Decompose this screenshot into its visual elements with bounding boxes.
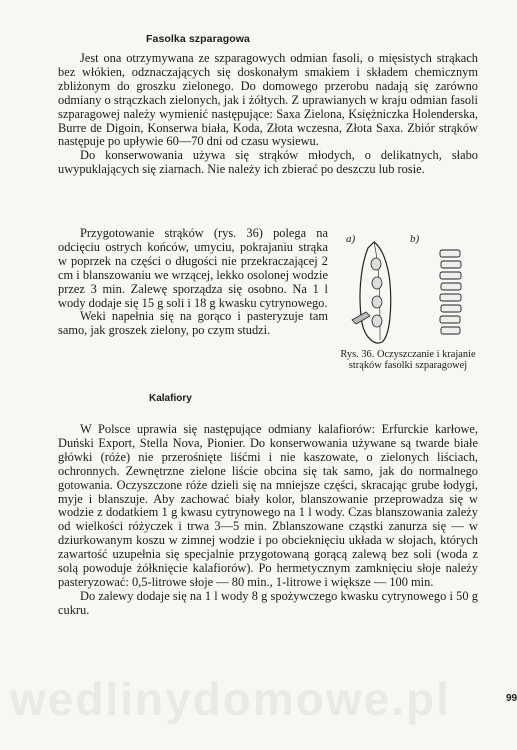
watermark: wedlinydomowe.pl	[10, 673, 451, 725]
figure-36-illustration	[340, 228, 476, 353]
paragraph: Do zalewy dodaje się na 1 l wody 8 g spożywczego kwasku cytrynowego i 50 g cukru.	[58, 588, 478, 617]
page-number: 99	[506, 693, 517, 704]
paragraph: Weki napełnia się na gorąco i pasteryzuje tam samo, jak groszek zielony, po czym studzi.	[58, 309, 328, 338]
section-kalafiory-body	[58, 423, 478, 618]
section-title-fasolka: Fasolka szparagowa	[146, 33, 250, 45]
paragraph: W Polsce uprawia się następujące odmiany kalafiorów: Erfurckie karłowe, Duński Export, Stella Nova, Pionier. Do konserwowania używane są twarde białe główki (róże) nie przerośnięte liśćmi i nie kaszowate, o zielonych liściach, ochronnych. Zewnętrzne zielone liście obcina się tak samo, jak do normalnego gotowania. Oczyszczone róże dzieli się na mniejsze części, skracając grube łodygi, myje i blanszuje. Aby zachować biały kolor, blanszowanie przeprowadza się w wodzie z dodatkiem 1 g kwasu cytrynowego na 1 l wody. Czas blanszowania zależy od wielkości różyczek i trwa 3—5 min. Zblanszowane cząstki zanurza się — w dziurkowanym koszu w zimnej wodzie i po obcieknięciu układa w słojach, których zawartość uzupełnia się specjalnie przygotowaną gorącą zalewą bez soli (woda z solą powoduje żółknięcie kalafiorów). Po hermetycznym zamknięciu słoje należy pasteryzować: 0,5-litrowe słoje — 80 min., 1-litrowe i większe — 100 min.	[58, 422, 478, 589]
figure-label-b: b)	[410, 233, 420, 245]
section-fasolka-column	[58, 227, 328, 338]
paragraph: Jest ona otrzymywana ze szparagowych odmian fasoli, o mięsistych strąkach bez włókien, odznaczających się doskonałym smakiem i składem chemicznym zbliżonym do groszku zielonego. Do domowego przerobu nadają się zarówno odmiany o strączkach zielonych, jak i żółtych. Z uprawianych w kraju odmian fasoli szparagowej należy wymienić następujące: Saxa Zielona, Księżniczka Holenderska, Burre de Digoin, Konserwa biała, Koda, Złota wczesna, Złota Saxa. Zbiór strąków następuje po upływie 60—70 dni od czasu wysiewu.	[58, 51, 478, 149]
paragraph: Przygotowanie strąków (rys. 36) polega na odcięciu ostrych końców, umyciu, pokrajaniu strąka w poprzek na części o długości nie przekraczającej 2 cm i blanszowaniu we wrzącej, lekko osolonej wodzie przez 3 min. Zalewę sporządza się osobno. Na 1 l wody dodaje się 15 g soli i 18 g kwasku cytrynowego.	[58, 226, 328, 310]
section-title-kalafiory: Kalafiory	[149, 393, 192, 404]
section-fasolka-body	[58, 52, 478, 177]
bean-pod-drawing	[360, 242, 391, 343]
bean-pieces-drawing	[440, 250, 461, 334]
figure-label-a: a)	[346, 233, 356, 245]
figure-36-caption: Rys. 36. Oczyszczanie i krajanie strąków fasolki szparagowej	[340, 349, 476, 371]
paragraph: Do konserwowania używa się strąków młodych, o delikatnych, słabo uwypuklających się ziarnach. Nie należy ich zbierać po deszczu lub rosie.	[58, 148, 478, 177]
